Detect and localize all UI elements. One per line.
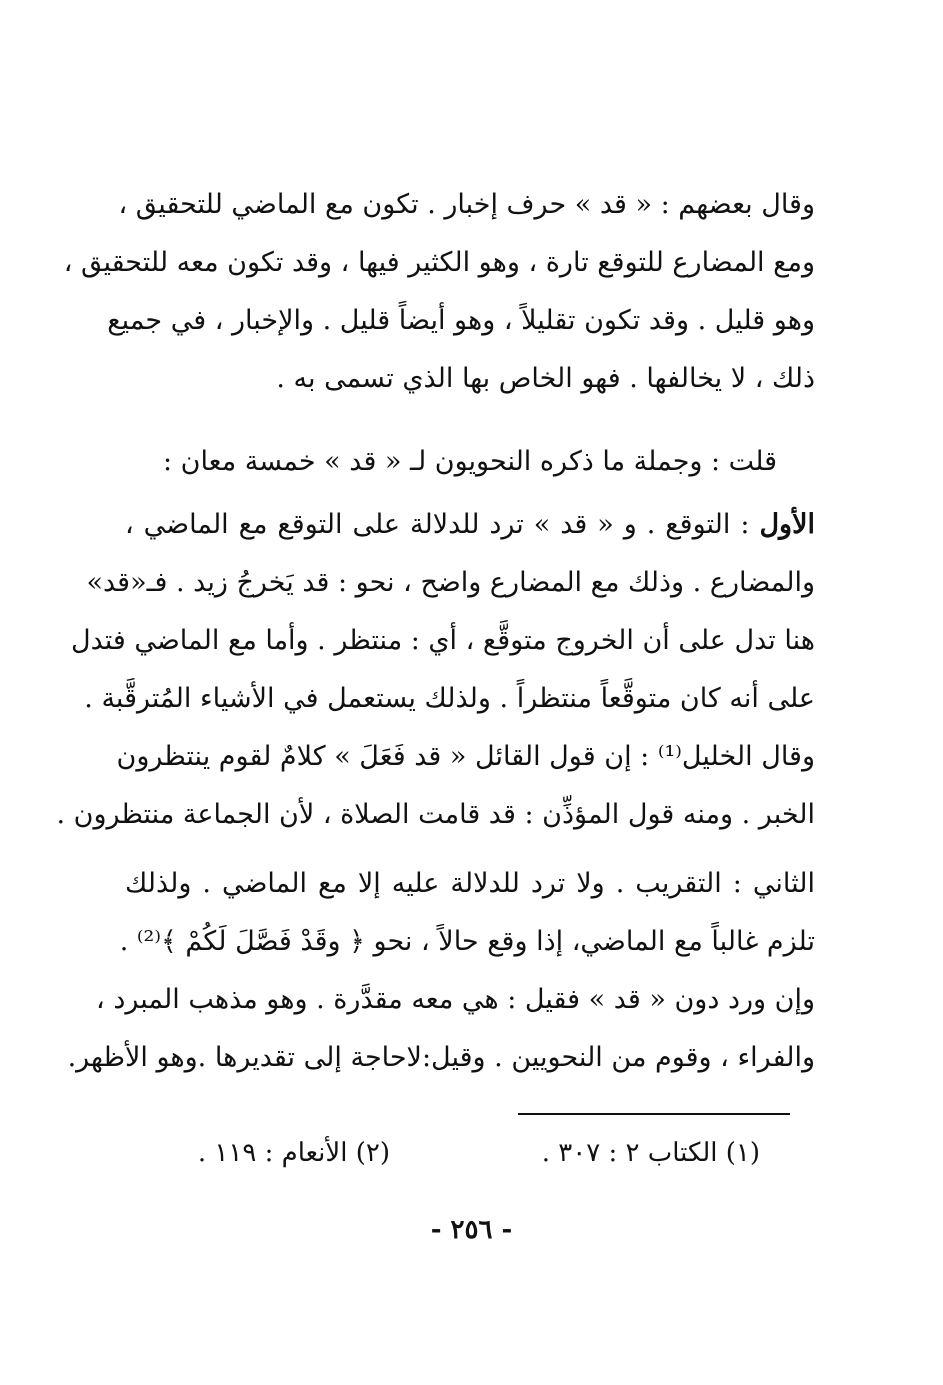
text-line: على أنه كان متوقَّعاً منتظراً . ولذلك يستعمل في الأشياء المُترقَّبة .	[84, 683, 815, 714]
footnote-2: (٢) الأنعام : ١١٩ .	[197, 1138, 390, 1168]
text-line: الخبر . ومنه قول المؤذِّن : قد قامت الصلاة ، لأن الجماعة منتظرون .	[56, 799, 815, 830]
footnotes	[197, 1125, 760, 1181]
text-line: تلزم غالباً مع الماضي، إذا وقع حالاً ، نحو ﴿ وقَدْ فَصَّلَ لَكُمْ ﴾⁽²⁾ .	[119, 926, 815, 957]
text-line: ذلك ، لا يخالفها . فهو الخاص بها الذي تسمى به .	[276, 363, 815, 394]
paragraph-first-meaning	[56, 496, 815, 844]
text-line: والمضارع . وذلك مع المضارع واضح ، نحو : قد يَخرجُ زيد . فـ«قد»	[86, 567, 815, 598]
text-line: الثاني : التقريب . ولا ترد للدلالة عليه إلا مع الماضي . ولذلك	[125, 868, 815, 899]
text-line: قلت : وجملة ما ذكره النحويون لـ « قد » خمسة معان :	[162, 446, 778, 477]
text-line: وقال الخليل⁽¹⁾ : إن قول القائل « قد فَعَلَ » كلامٌ لقوم ينتظرون	[116, 741, 815, 772]
section-lead-word: الأول	[759, 509, 815, 540]
paragraph-second-meaning	[67, 855, 815, 1087]
text-line: وإن ورد دون « قد » فقيل : هي معه مقدَّرة . وهو مذهب المبرد ،	[96, 984, 815, 1015]
paragraph-summary	[125, 433, 815, 491]
text-line: وهو قليل . وقد تكون تقليلاً ، وهو أيضاً قليل . والإخبار ، في جميع	[107, 305, 815, 336]
text-line: والفراء ، وقوم من النحويين . وقيل:لاحاجة إلى تقديرها .وهو الأظهر.	[67, 1042, 815, 1073]
text-line: ومع المضارع للتوقع تارة ، وهو الكثير فيها ، وقد تكون معه للتحقيق ،	[63, 247, 815, 278]
footnote-separator	[518, 1113, 790, 1115]
text-line: وقال بعضهم : « قد » حرف إخبار . تكون مع الماضي للتحقيق ،	[118, 189, 815, 220]
text-line	[125, 496, 815, 554]
text-line: هنا تدل على أن الخروج متوقَّع ، أي : منتظر . وأما مع الماضي فتدل	[70, 625, 815, 656]
page-number: - ٢٥٦ -	[430, 1215, 513, 1245]
footnote-1: (١) الكتاب ٢ : ٣٠٧ .	[541, 1138, 760, 1168]
paragraph-intro	[63, 176, 815, 408]
text-line-rest: : التوقع . و « قد » ترد للدلالة على التوقع مع الماضي ،	[125, 509, 760, 540]
